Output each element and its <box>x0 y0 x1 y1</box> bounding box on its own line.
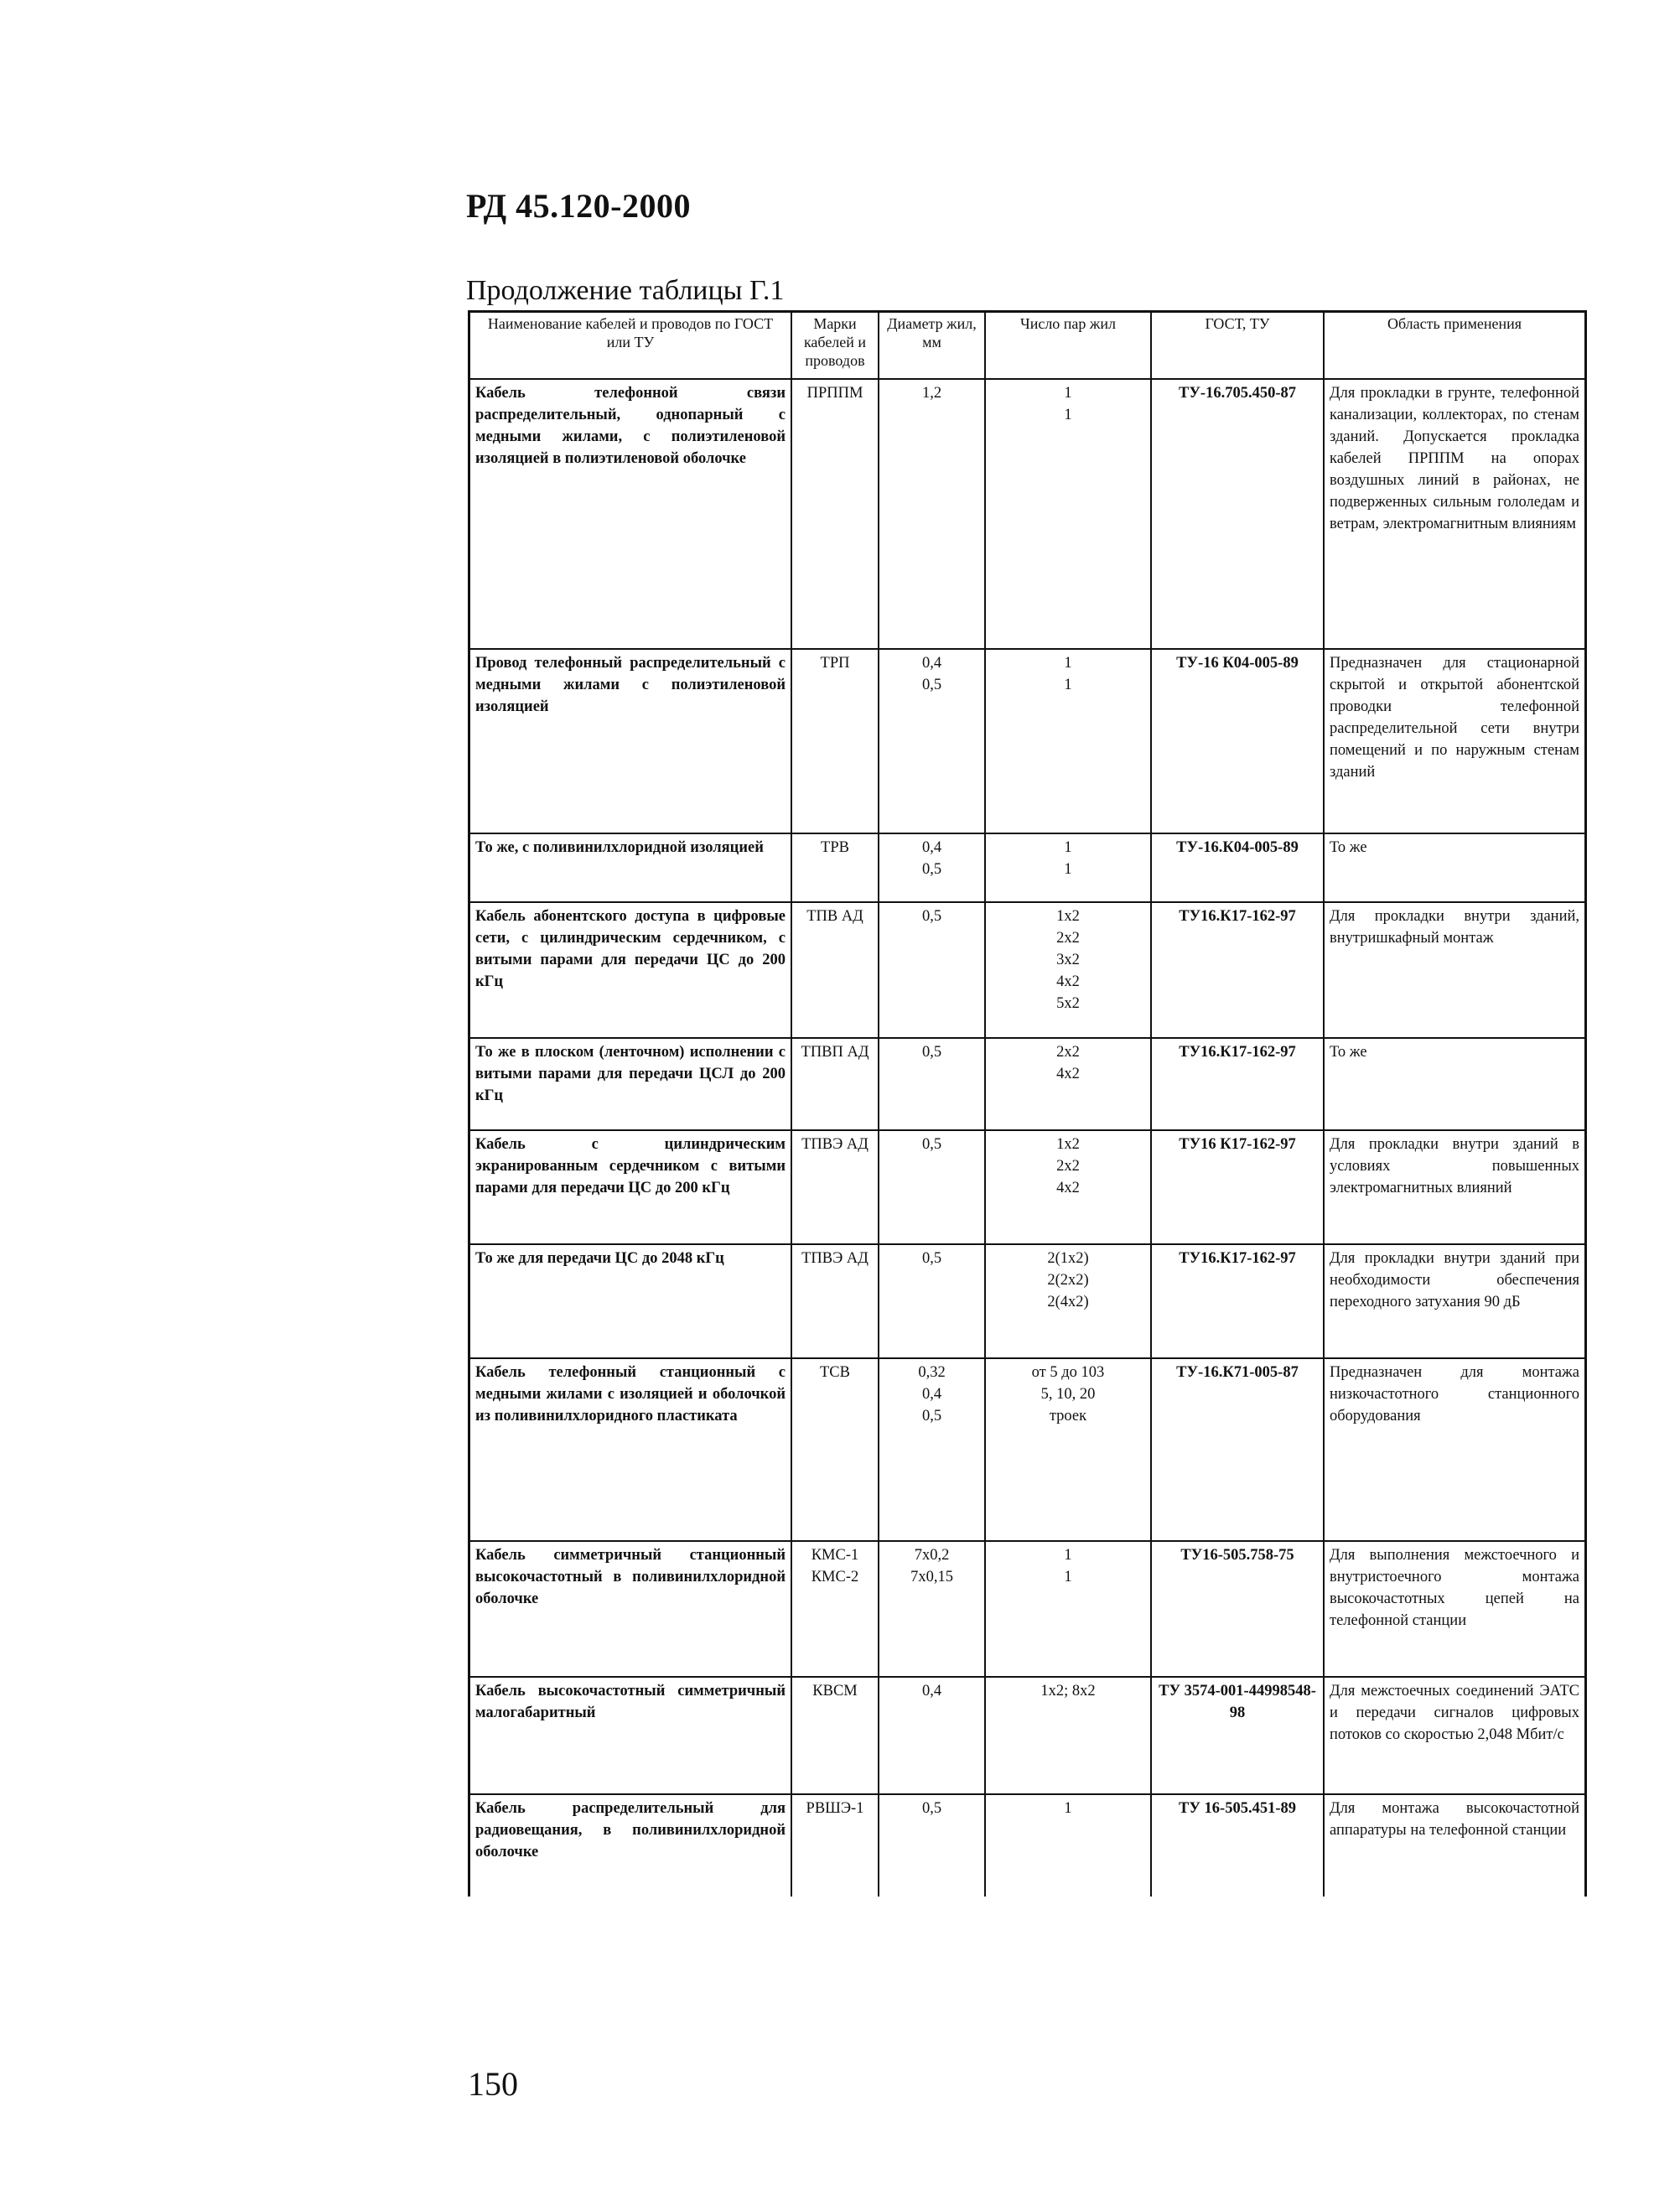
cell-mark: ТПВЭ АД <box>791 1130 879 1244</box>
table-row <box>470 379 1584 649</box>
cell-diameter: 0,5 <box>879 1130 985 1244</box>
cell-diameter: 0,5 <box>879 1794 985 1897</box>
cell-mark: ТПВП АД <box>791 1038 879 1130</box>
cell-diameter: 1,2 <box>879 379 985 649</box>
cell-pairs: 1 1 <box>985 1541 1151 1677</box>
column-header-name: Наименование кабелей и проводов по ГОСТ или ТУ <box>470 313 791 379</box>
cell-area: Для прокладки внутри зданий в условиях повышенных электромагнитных влияний <box>1324 1130 1584 1244</box>
cell-name: Кабель абонентского доступа в цифровые сети, с цилиндрическим сердечником, с витыми парами для передачи ЦС до 200 кГц <box>470 902 791 1038</box>
cell-name: То же в плоском (ленточном) исполнении с витыми парами для передачи ЦСЛ до 200 кГц <box>470 1038 791 1130</box>
cell-diameter: 0,32 0,4 0,5 <box>879 1358 985 1541</box>
cell-pairs: от 5 до 103 5, 10, 20 троек <box>985 1358 1151 1541</box>
table-row <box>470 1130 1584 1244</box>
cell-mark: ТСВ <box>791 1358 879 1541</box>
cell-name: Кабель с цилиндрическим экранированным сердечником с витыми парами для передачи ЦС до 200 кГц <box>470 1130 791 1244</box>
cell-area: Предназначен для монтажа низкочастотного станционного оборудования <box>1324 1358 1584 1541</box>
cell-pairs: 1 1 <box>985 649 1151 833</box>
cell-pairs: 1х2 2х2 3х2 4х2 5х2 <box>985 902 1151 1038</box>
column-header-gost: ГОСТ, ТУ <box>1151 313 1324 379</box>
cell-area: Для межстоечных соединений ЭАТС и передачи сигналов цифровых потоков со скоростью 2,048 Мбит/с <box>1324 1677 1584 1794</box>
cell-diameter: 0,4 <box>879 1677 985 1794</box>
cell-area: Предназначен для стационарной скрытой и открытой абонентской проводки телефонной распределительной сети внутри помещений и по наружным стенам зданий <box>1324 649 1584 833</box>
page-number: 150 <box>468 2065 518 2103</box>
cell-mark: КМС-1 КМС-2 <box>791 1541 879 1677</box>
table-row <box>470 1794 1584 1897</box>
cell-pairs: 2(1х2) 2(2х2) 2(4х2) <box>985 1244 1151 1358</box>
cell-gost: ТУ-16.705.450-87 <box>1151 379 1324 649</box>
column-header-pairs: Число пар жил <box>985 313 1151 379</box>
cell-gost: ТУ-16.К71-005-87 <box>1151 1358 1324 1541</box>
cell-gost: ТУ16.К17-162-97 <box>1151 1038 1324 1130</box>
cell-gost: ТУ 16-505.451-89 <box>1151 1794 1324 1897</box>
column-header-diameter: Диаметр жил, мм <box>879 313 985 379</box>
cell-area: Для прокладки в грунте, телефонной канализации, коллекторах, по стенам зданий. Допускается прокладка кабелей ПРППМ на опорах воздушных линий в районах, не подверженных сильным гололедам и ветрам, электромагнитным влияниям <box>1324 379 1584 649</box>
cell-gost: ТУ 3574-001-44998548-98 <box>1151 1677 1324 1794</box>
cell-name: Кабель распределительный для радиовещания, в поливинилхлоридной оболочке <box>470 1794 791 1897</box>
cell-pairs: 1 <box>985 1794 1151 1897</box>
cell-gost: ТУ-16.К04-005-89 <box>1151 833 1324 902</box>
table-row <box>470 1541 1584 1677</box>
table-caption: Продолжение таблицы Г.1 <box>466 275 785 306</box>
cell-mark: ТРВ <box>791 833 879 902</box>
cell-pairs: 1 1 <box>985 379 1151 649</box>
cell-diameter: 0,5 <box>879 1038 985 1130</box>
table-row <box>470 1677 1584 1794</box>
cell-name: Кабель телефонной связи распределительный, однопарный с медными жилами, с полиэтиленовой изоляцией в полиэтиленовой оболочке <box>470 379 791 649</box>
cell-mark: ПРППМ <box>791 379 879 649</box>
cell-gost: ТУ-16 К04-005-89 <box>1151 649 1324 833</box>
cell-mark: ТПВ АД <box>791 902 879 1038</box>
cable-table <box>470 313 1584 1897</box>
cell-area: Для прокладки внутри зданий при необходимости обеспечения переходного затухания 90 дБ <box>1324 1244 1584 1358</box>
cell-gost: ТУ16-505.758-75 <box>1151 1541 1324 1677</box>
cell-pairs: 1х2; 8х2 <box>985 1677 1151 1794</box>
cell-pairs: 1х2 2х2 4х2 <box>985 1130 1151 1244</box>
cell-name: То же, с поливинилхлоридной изоляцией <box>470 833 791 902</box>
cell-name: Кабель высокочастотный симметричный малогабаритный <box>470 1677 791 1794</box>
cell-area: Для монтажа высокочастотной аппаратуры на телефонной станции <box>1324 1794 1584 1897</box>
cell-mark: ТПВЭ АД <box>791 1244 879 1358</box>
cell-diameter: 0,4 0,5 <box>879 649 985 833</box>
cell-mark: РВШЭ-1 <box>791 1794 879 1897</box>
column-header-area: Область применения <box>1324 313 1584 379</box>
table-row <box>470 902 1584 1038</box>
cell-diameter: 0,5 <box>879 1244 985 1358</box>
table-row <box>470 1244 1584 1358</box>
table-row <box>470 649 1584 833</box>
cell-area: То же <box>1324 1038 1584 1130</box>
table-row <box>470 1358 1584 1541</box>
cell-gost: ТУ16 К17-162-97 <box>1151 1130 1324 1244</box>
cell-name: Кабель симметричный станционный высокочастотный в поливинилхлоридной оболочке <box>470 1541 791 1677</box>
cell-pairs: 2х2 4х2 <box>985 1038 1151 1130</box>
cell-diameter: 0,5 <box>879 902 985 1038</box>
cell-gost: ТУ16.К17-162-97 <box>1151 902 1324 1038</box>
cell-diameter: 0,4 0,5 <box>879 833 985 902</box>
cell-pairs: 1 1 <box>985 833 1151 902</box>
table-row <box>470 1038 1584 1130</box>
document-code: РД 45.120-2000 <box>466 187 691 225</box>
cell-diameter: 7х0,2 7х0,15 <box>879 1541 985 1677</box>
cell-name: Провод телефонный распределительный с медными жилами с полиэтиленовой изоляцией <box>470 649 791 833</box>
column-header-mark: Марки кабелей и проводов <box>791 313 879 379</box>
cell-area: Для выполнения межстоечного и внутристоечного монтажа высокочастотных цепей на телефонной станции <box>1324 1541 1584 1677</box>
table-row <box>470 833 1584 902</box>
cell-gost: ТУ16.К17-162-97 <box>1151 1244 1324 1358</box>
cell-mark: КВСМ <box>791 1677 879 1794</box>
cable-table-container <box>468 310 1587 1897</box>
cell-name: То же для передачи ЦС до 2048 кГц <box>470 1244 791 1358</box>
cell-mark: ТРП <box>791 649 879 833</box>
cell-area: Для прокладки внутри зданий, внутришкафный монтаж <box>1324 902 1584 1038</box>
cell-area: То же <box>1324 833 1584 902</box>
cell-name: Кабель телефонный станционный с медными жилами с изоляцией и оболочкой из поливинилхлоридного пластиката <box>470 1358 791 1541</box>
table-header-row <box>470 313 1584 379</box>
